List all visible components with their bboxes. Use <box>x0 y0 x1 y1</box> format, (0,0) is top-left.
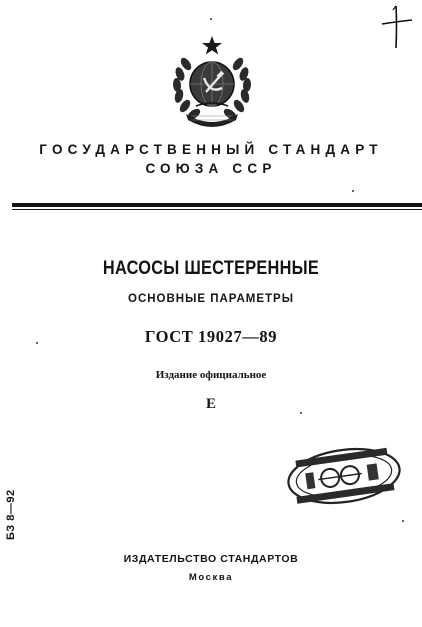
scan-speck <box>352 190 354 192</box>
edition-letter: Е <box>205 396 216 412</box>
scan-speck <box>402 520 404 522</box>
state-standard-heading: ГОСУДАРСТВЕННЫЙ СТАНДАРТ <box>39 142 383 157</box>
handwritten-mark-icon <box>374 4 414 50</box>
scan-speck <box>36 342 38 344</box>
scan-speck <box>300 412 302 414</box>
library-stamp-icon <box>284 446 404 506</box>
union-heading: СОЮЗА ССР <box>145 161 277 176</box>
edition-label: Издание официальное <box>155 369 267 381</box>
standard-number: ГОСТ 19027—89 <box>144 327 278 346</box>
ussr-coat-of-arms-icon <box>166 34 258 130</box>
document-title: НАСОСЫ ШЕСТЕРЕННЫЕ <box>102 258 320 279</box>
scan-speck <box>210 18 212 20</box>
side-index-code: БЗ 8—92 <box>5 489 17 540</box>
divider-thin <box>12 209 422 210</box>
publisher-name: ИЗДАТЕЛЬСТВО СТАНДАРТОВ <box>123 553 299 565</box>
document-subtitle: ОСНОВНЫЕ ПАРАМЕТРЫ <box>128 293 294 305</box>
divider-thick <box>12 203 422 207</box>
publisher-city: Москва <box>188 572 234 583</box>
